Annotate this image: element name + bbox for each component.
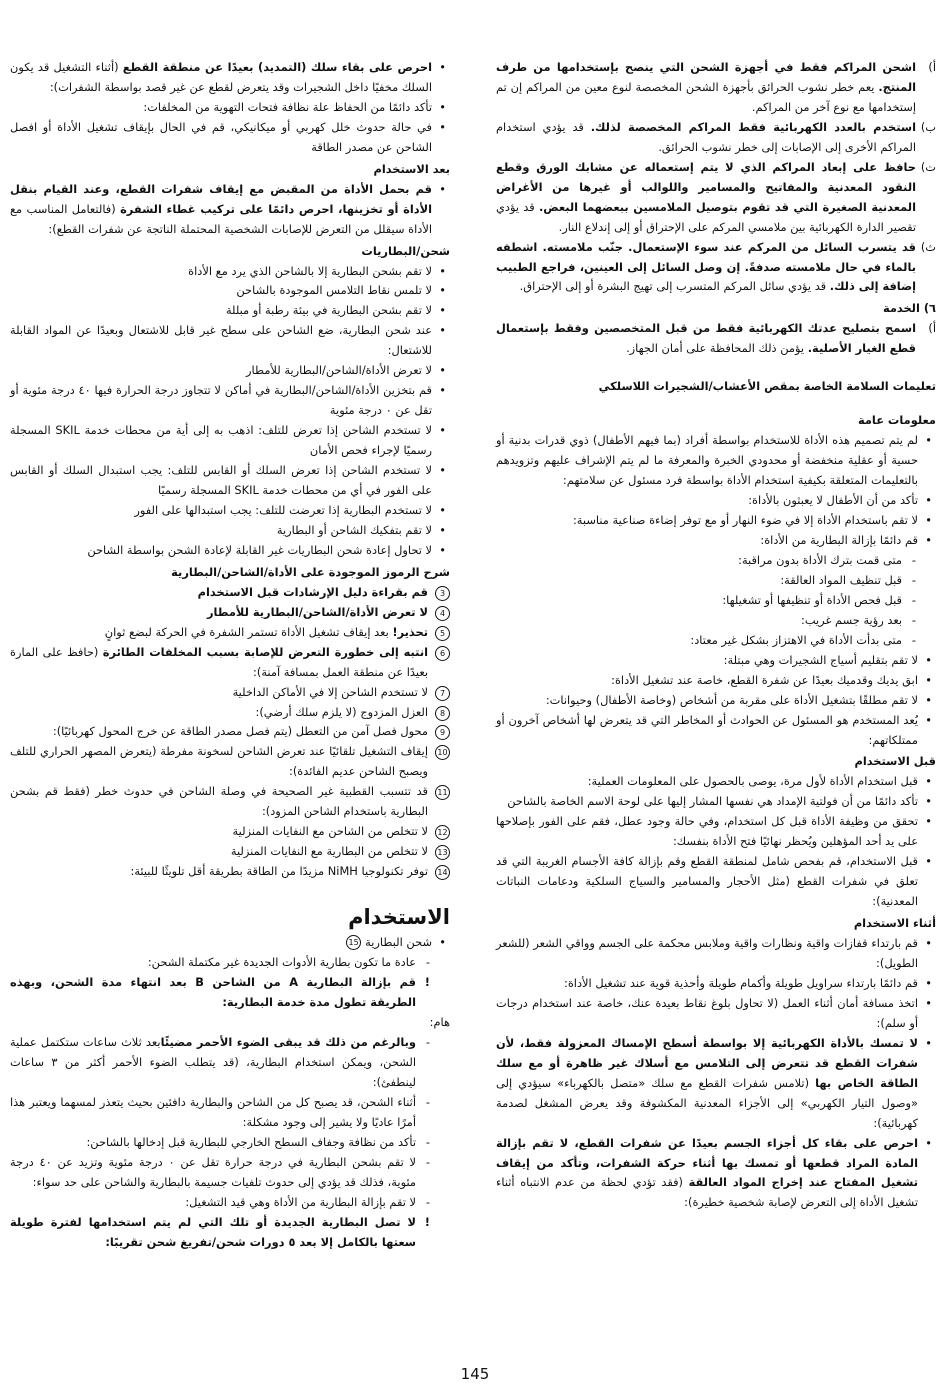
- section-heading: [496, 299, 936, 319]
- body-text: عادة ما تكون بطارية الأدوات الجديدة غير مكتملة الشحن:: [147, 955, 416, 970]
- list-item: [10, 58, 450, 98]
- list-item: [496, 1034, 936, 1134]
- list-item: [10, 361, 450, 381]
- list-item: [496, 631, 936, 651]
- body-text: لا تستخدم البطارية إذا تعرضت للتلف: يجب استبدالها على الفور: [134, 502, 432, 517]
- list-item: [496, 118, 936, 158]
- list-item: [10, 643, 450, 683]
- bold-text: حافظ على إبعاد المراكم الذي لا يتم إستعماله عن مشابك الورق وقطع النقود المعدنية والمفاتيح والمسامير واللوالب أو غيرها من الأغراض المعدنية الصغيرة التي قد تقوم بتوصيل الملامسين ببعضهما البعض.: [496, 159, 916, 214]
- list-item: [10, 973, 450, 1013]
- bold-text: شحن/البطاريات: [361, 243, 450, 258]
- list-item: [10, 953, 450, 973]
- list-item: [10, 583, 450, 603]
- bold-text: قم بحمل الأداة من المقبض مع إيقاف شفرات القطع، وعند القيام بنقل الأداة أو تخزينها، احرص دائمًا على تركيب غطاء الشفرة: [10, 181, 432, 216]
- list-item: [10, 683, 450, 703]
- body-text: (حافظ على المارة بعيدًا عن منطقة العمل بمسافة آمنة):: [10, 644, 428, 679]
- list-item: [10, 301, 450, 321]
- list-item: [496, 431, 936, 491]
- body-text: هام:: [429, 1015, 450, 1030]
- list-item: [496, 531, 936, 551]
- item-label: أ): [928, 321, 936, 336]
- body-text: لا تقم باستخدام الأداة إلا في ضوء النهار أو مع توفر إضاءة صناعية مناسبة:: [572, 513, 918, 528]
- body-text: لا تتخلص من الشاحن مع النفايات المنزلية: [232, 824, 428, 839]
- symbol-number-icon: 7: [435, 686, 450, 701]
- body-text: قد تتسبب القطبية غير الصحيحة في وصلة الشاحن في حدوث خطر (فقط قم بشحن البطارية باستخدام الشاحن المزود):: [10, 784, 428, 819]
- right-column: [496, 58, 936, 1213]
- symbol-number-icon: 13: [435, 845, 450, 860]
- list-item: [496, 852, 936, 912]
- list-item: [496, 319, 936, 359]
- body-text: بعد ثلاث ساعات ستكتمل عملية الشحن، ويمكن استخدام البطارية،: [10, 1035, 416, 1070]
- body-text: تأكد من أن الأطفال لا يعبثون بالأداة:: [748, 493, 918, 508]
- body-text: عند شحن البطارية، ضع الشاحن على سطح غير قابل للاشتعال وبعيدًا عن المواد القابلة للاشتعال:: [10, 323, 432, 358]
- body-text: في حالة حدوث خلل كهربي أو ميكانيكي، قم في الحال بإيقاف تشغيل الأداة أو افصل الشاحن عن مصدر الطاقة: [10, 119, 432, 154]
- list-item: [10, 321, 450, 361]
- list-item: [10, 862, 450, 882]
- list-item: [10, 521, 450, 541]
- list-item: [10, 421, 450, 461]
- list-item: [10, 1153, 450, 1193]
- list-item: [10, 1013, 450, 1033]
- list-item: [496, 711, 936, 751]
- list-item: [496, 974, 936, 994]
- list-item: [496, 792, 936, 812]
- body-text: لا تقم بتقليم أسياج الشجيرات وهي مبتلة:: [723, 652, 918, 667]
- bold-text: استخدم بالعدد الكهربائية فقط المراكم المخصصة لذلك.: [590, 119, 916, 134]
- list-item: [496, 571, 936, 591]
- body-text: (فالتعامل المناسب مع الأداة سيقلل من التعرض للإصابات الشخصية المحتملة الناتجة عن شفرات القطع):: [10, 201, 432, 236]
- bold-text: انتبه إلى خطورة التعرض للإصابة بسبب المخلفات الطائرة: [102, 644, 429, 659]
- bold-text: تعليمات السلامة الخاصة بمقص الأعشاب/الشجيرات اللاسلكي: [598, 379, 936, 394]
- list-item: [10, 501, 450, 521]
- list-item: [10, 742, 450, 782]
- body-text: يعم خطر نشوب الحرائق بأجهزة الشحن المخصصة لنوع معين من المراكم إن تم إستخدامها مع نوع آخر من المراكم.: [496, 79, 916, 114]
- body-text: لا تستخدم الشاحن إذا تعرض للتلف: اذهب به إلى أية من محطات خدمة SKIL المسجلة رسميًا لإجراء فحص الأمان: [10, 423, 432, 458]
- list-item: [10, 782, 450, 822]
- list-item: [496, 58, 936, 118]
- bold-text: أثناء الاستخدام: [853, 916, 936, 931]
- bold-text: احرص على بقاء سلك (التمديد) بعيدًا عن منطقة القطع: [122, 60, 432, 74]
- bold-text: وبالرغم من ذلك قد يبقى الضوء الأحمر مضيئًا: [160, 1035, 416, 1050]
- body-text: بعد إيقاف تشغيل الأداة تستمر الشفرة في الحركة لبضع ثوانٍ: [104, 624, 393, 639]
- body-text: لا تقم بإزالة البطارية من الأداة وهي قيد التشغيل:: [185, 1194, 416, 1209]
- body-text: أثناء الشحن، قد يصبح كل من الشاحن والبطارية دافئين بحيث يتعذر لمسهما ويعتبر هذا أمرًا عاديًا ولا يشير إلى وجود مشكلة:: [10, 1095, 416, 1129]
- symbol-number-icon: 15: [346, 935, 361, 950]
- list-item: [10, 842, 450, 862]
- list-item: [10, 603, 450, 623]
- list-item: [496, 671, 936, 691]
- symbol-number-icon: 12: [435, 825, 450, 840]
- list-item: [496, 238, 936, 298]
- body-text: تأكد دائمًا من أن فولتية الإمداد هي نفسها المشار إليها على لوحة الاسم الخاصة بالشاحن: [507, 794, 918, 809]
- list-item: [10, 262, 450, 282]
- list-item: [10, 933, 450, 953]
- list-item: [10, 461, 450, 501]
- list-item: [10, 98, 450, 118]
- list-item: [496, 551, 936, 571]
- body-text: تحقق من وظيفة الأداة قبل كل استخدام، وفي حالة وجود عطل، فقم على الفور بإصلاحها على يد أحد المؤهلين ويُحظر نهائيًا فتح الأداة بنفسك:: [496, 814, 918, 849]
- bold-text: لا تصل البطارية الجديدة أو تلك التي لم يتم استخدامها لفترة طويلة سعتها بالكامل إلا بعد ٥ دورات شحن/تفريغ شحن تقريبًا:: [10, 1214, 416, 1249]
- body-text: لا تقم مطلقًا بتشغيل الأداة على مقربة من أشخاص (وخاصة الأطفال) وحيوانات:: [545, 692, 918, 707]
- body-text: قبل استخدام الأداة لأول مرة، يوصى بالحصول على المعلومات العملية:: [587, 774, 918, 789]
- body-text: قبل تنظيف المواد العالقة:: [780, 572, 902, 587]
- body-text: لا تعرض الأداة/الشاحن/البطارية للأمطار: [246, 363, 432, 378]
- bold-text: شرح الرموز الموجودة على الأداة/الشاحن/البطارية: [171, 564, 450, 579]
- body-text: يؤمن ذلك المحافظة على أمان الجهاز.: [626, 341, 808, 356]
- body-text: إيقاف التشغيل تلقائيًا عند تعرض الشاحن لسخونة مفرطة (يتعرض المصهر الحراري للتلف ويصبح الشاحن عديم الفائدة):: [10, 744, 428, 779]
- list-item: [10, 1033, 450, 1093]
- body-text: لا تستخدم الشاحن إذا تعرض السلك أو القابس للتلف: يجب استبدال السلك أو القابس على الفور في أي من محطات خدمة SKIL المسجلة رسميًا: [10, 463, 432, 498]
- section-heading: [10, 904, 450, 931]
- body-text: توفر تكنولوجيا NiMH مزيدًا من الطاقة بطريقة أقل تلويثًا للبيئة:: [130, 864, 428, 879]
- list-item: [496, 511, 936, 531]
- list-item: [496, 691, 936, 711]
- body-text: قد يؤدي استخدام المراكم الأخرى إلى الإصابات إلى خطر نشوب الحرائق.: [496, 119, 916, 154]
- body-text: قم بارتداء قفازات واقية ونظارات واقية وملابس محكمة على الجسم وواقي الشعر (للشعر الطويل):: [496, 936, 918, 970]
- bold-text: اسمح بتصليح عدتك الكهربائية فقط من قبل المتخصصين وفقط بإستعمال قطع الغيار الأصلية.: [496, 321, 916, 356]
- body-text: ابق يديك وقدميك بعيدًا عن شفرة القطع، خاصة عند تشغيل الأداة:: [611, 672, 918, 687]
- body-text: قم دائمًا بارتداء سراويل طويلة وأكمام طويلة وأحذية قوية عند تشغيل الأداة:: [564, 975, 918, 990]
- list-item: [10, 1193, 450, 1213]
- list-item: [496, 591, 936, 611]
- body-text: تأكد من نظافة وجفاف السطح الخارجي للبطارية قبل إدخالها بالشاحن:: [86, 1134, 416, 1149]
- body-text: العزل المزدوج (لا يلزم سلك أرضي):: [255, 704, 428, 719]
- item-label: أ): [928, 60, 936, 74]
- item-label: ب): [920, 119, 936, 134]
- symbol-number-icon: 8: [435, 706, 450, 721]
- body-text: بعد رؤية جسم غريب:: [800, 612, 902, 627]
- section-heading: [10, 160, 450, 180]
- bold-text: لا تمسك بالأداة الكهربائية إلا بواسطة أسطح الإمساك المعزولة فقط، لأن شفرات القطع قد تتعرض إلى التلامس مع أسلاك غير ظاهرة أو مع سلك الطاقة الخاص بها: [496, 1035, 918, 1090]
- list-item: [496, 158, 936, 238]
- section-heading: [496, 377, 936, 397]
- left-column: [10, 58, 450, 1253]
- body-text: لم يتم تصميم هذه الأداة للاستخدام بواسطة أفراد (بما فيهم الأطفال) ذوي قدرات بدنية أو حسية أو عقلية منخفضة أو محدودي الخبرة والمعرفة ما لم يتم الإشراف عليهم وتزويدهم بالتعليمات المتعلقة بكيفية استخدام الأداة بواسطة فرد مسئول عن سلامتهم:: [496, 433, 918, 488]
- body-text: لا تقم بشحن البطارية في بيئة رطبة أو مبللة: [225, 303, 432, 318]
- section-heading: [10, 242, 450, 262]
- bold-text: قم بإزالة البطارية A من الشاحن B بعد انتهاء مدة الشحن، وبهذه الطريقة تطول مدة خدمة البطارية:: [10, 975, 416, 1010]
- body-text: قبل الاستخدام، قم بفحص شامل لمنطقة القطع وقم بإزالة كافة الأجسام الغريبة التي قد تعلق في شفرات القطع (مثل الأحجار والمسامير والسياج السلكية ودعامات النباتات المعدنية):: [496, 854, 918, 909]
- list-item: [496, 934, 936, 974]
- symbol-number-icon: 10: [435, 745, 450, 760]
- body-text: لا تقم بشحن البطارية في درجة حرارة تقل عن ٠ درجة مئوية وتزيد عن ٤٠ درجة مئوية، فذلك قد يؤدي إلى حدوث تلفيات جسيمة بالبطارية والشاحن على حد سواء:: [10, 1154, 416, 1189]
- body-text: لا تلمس نقاط التلامس الموجودة بالشاحن: [236, 283, 432, 298]
- bold-text: قبل الاستخدام: [854, 754, 936, 769]
- bold-text: الاستخدام: [348, 905, 450, 930]
- body-text: محول فصل آمن من التعطل (يتم فصل مصدر الطاقة عن خرج المحول كهربائيًا):: [52, 724, 428, 739]
- bold-text: قد يتسرب السائل من المركم عند سوء الإستعمال. جنّب ملامسته. اشطفه بالماء في حال ملامسته صدفةً. إن وصل السائل إلى العينين، فراجع الطبيب إضافة إلى ذلك.: [496, 239, 916, 294]
- list-item: [496, 812, 936, 852]
- symbol-number-icon: 5: [435, 626, 450, 641]
- list-item: [10, 541, 450, 561]
- body-text: لا تتخلص من البطارية مع النفايات المنزلية: [230, 844, 428, 859]
- symbol-number-icon: 3: [435, 586, 450, 601]
- list-item: [10, 381, 450, 421]
- bold-text: تحذير!: [392, 624, 428, 639]
- list-item: [10, 703, 450, 723]
- bold-text: احرص على بقاء كل أجزاء الجسم بعيدًا عن شفرات القطع، لا تقم بإزالة المادة المراد قطعها أو تمسك بها أثناء حركة الشفرات، وتأكد من إيقاف تشغيل المفتاح عند إخراج المواد العالقة: [496, 1135, 918, 1190]
- list-item: [496, 1134, 936, 1214]
- bold-text: قم بقراءة دليل الإرشادات قبل الاستخدام: [197, 584, 428, 599]
- symbol-number-icon: 14: [435, 865, 450, 880]
- body-text: لا تقم بتفكيك الشاحن أو البطارية: [276, 522, 432, 537]
- body-text: قم بتخزين الأداة/الشاحن/البطارية في أماكن لا تتجاوز درجة الحرارة فيها ٤٠ درجة مئوية أو تقل عن ٠ درجة مئوية: [10, 383, 432, 418]
- bold-text: بعد الاستخدام: [373, 161, 450, 176]
- list-item: [496, 611, 936, 631]
- list-item: [496, 651, 936, 671]
- page-number: 145: [460, 1364, 490, 1383]
- section-heading: [496, 752, 936, 772]
- list-item: [10, 1133, 450, 1153]
- bold-text: اشحن المراكم فقط في أجهزة الشحن التي ينصح بإستخدامها من طرف المنتج.: [496, 60, 916, 94]
- bold-text: معلومات عامة: [857, 413, 936, 428]
- body-text: لا تستخدم الشاحن إلا في الأماكن الداخلية: [232, 684, 428, 699]
- symbol-number-icon: 9: [435, 725, 450, 740]
- list-item: [10, 180, 450, 240]
- item-label: ت): [920, 159, 936, 174]
- body-text: لا تحاول إعادة شحن البطاريات غير القابلة لإعادة الشحن بواسطة الشاحن: [87, 542, 432, 557]
- section-heading: [496, 411, 936, 431]
- body-text: شحن البطارية: [365, 935, 432, 950]
- body-text: (فقد تؤدي لحظة من عدم الانتباه أثناء تشغيل الأداة إلى التعرض لإصابة شخصية خطيرة):: [496, 1175, 918, 1210]
- section-heading: [10, 563, 450, 583]
- list-item: [10, 281, 450, 301]
- symbol-number-icon: 11: [435, 785, 450, 800]
- item-label: ث): [920, 239, 936, 254]
- bold-text: ٦) الخدمة: [882, 301, 936, 316]
- body-text: (قد يتطلب الضوء الأحمر أكثر من ٣ ساعات لينطفئ):: [10, 1055, 416, 1090]
- list-item: [10, 118, 450, 158]
- body-text: قد يؤدي تقصير الدارة الكهربائية بين ملامسي المركم على الإحتراق أو إلى إندلاع النار.: [496, 199, 916, 234]
- list-item: [10, 1093, 450, 1133]
- list-item: [496, 994, 936, 1034]
- symbol-number-icon: 4: [435, 606, 450, 621]
- list-item: [10, 623, 450, 643]
- list-item: [10, 822, 450, 842]
- body-text: لا تقم بشحن البطارية إلا بالشاحن الذي يرد مع الأداة: [188, 263, 432, 278]
- body-text: متى قمت بترك الأداة بدون مراقبة:: [738, 552, 902, 567]
- list-item: [496, 491, 936, 511]
- body-text: يُعد المستخدم هو المسئول عن الحوادث أو المخاطر التي قد يتعرض لها أشخاص آخرون أو ممتلكاتهم:: [496, 712, 918, 747]
- list-item: [496, 772, 936, 792]
- list-item: [10, 1213, 450, 1253]
- body-text: قم دائمًا بإزالة البطارية من الأداة:: [760, 532, 918, 547]
- body-text: تأكد دائمًا من الحفاظ علة نظافة فتحات التهوية من المخلفات:: [143, 99, 432, 114]
- bold-text: لا تعرض الأداة/الشاحن/البطارية للأمطار: [206, 604, 428, 619]
- body-text: قبل فحص الأداة أو تنظيفها أو تشغيلها:: [722, 592, 902, 607]
- body-text: (أثناء التشغيل قد يكون السلك مخفيًا داخل الشجيرات وقد يتعرض لقطع عن غير قصد بواسطة الشفرات):: [10, 60, 432, 94]
- body-text: قد يؤدي سائل المركم المتسرب إلى تهيج البشرة أو إلى الإحتراق.: [519, 279, 830, 294]
- body-text: اتخذ مسافة أمان أثناء العمل (لا تحاول بلوغ نقاط بعيدة عنك، خاصة عند استخدام درجات أو سلم):: [496, 995, 918, 1030]
- body-text: (تلامس شفرات القطع مع سلك «متصل بالكهرباء» سيؤدي إلى «وصول التيار الكهربي» إلى الأجزاء المعدنية المكشوفة وقد يعرض المشغل لصدمة كهربائية):: [496, 1075, 918, 1130]
- body-text: متى بدأت الأداة في الاهتزاز بشكل غير معتاد:: [690, 632, 902, 647]
- list-item: [10, 722, 450, 742]
- symbol-number-icon: 6: [435, 646, 450, 661]
- section-heading: [496, 914, 936, 934]
